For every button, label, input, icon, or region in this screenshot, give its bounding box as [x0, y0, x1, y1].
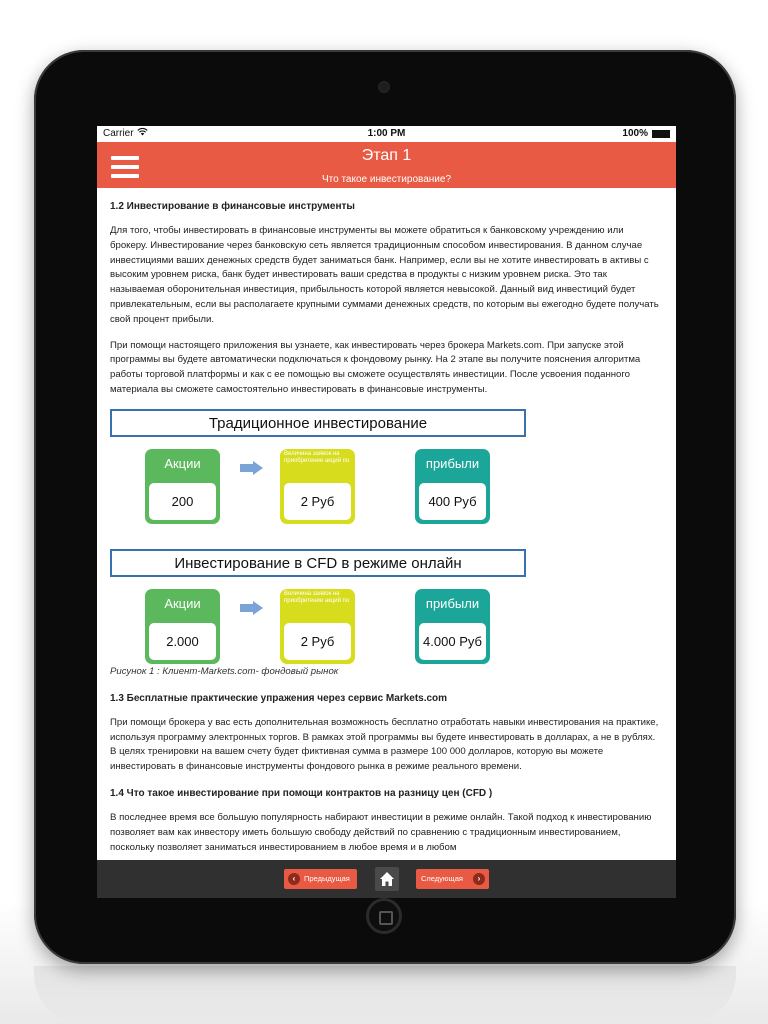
status-bar	[97, 126, 676, 142]
figure-caption: Рисунок 1 : Клиент-Markets.com- фондовый рынок	[110, 665, 339, 677]
paragraph: Для того, чтобы инвестировать в финансовые инструменты вы можете обратиться к банковскому учреждению или брокеру. Инвестирование через банковскую сеть является традиционным способом инвестирования. В данном случае инвестициями ваших денежных средств будет заниматься банк. Например, если вы не хотите инвестировать в активы с высоким уровнем риска, банк будет инвестировать ваши средства в продукты с низким уровнем риска. Это так называемая оборонительная инвестиция, прибыльность которой является невысокой. Данный вид инвестиций будет привлекательным, если вы располагаете крупными суммами денежных средств, по которым вы ежегодно будете получать свой процент прибыли.	[110, 225, 659, 325]
order-card	[280, 589, 355, 664]
order-card	[280, 449, 355, 524]
app-screen	[97, 126, 676, 898]
paragraph: В последнее время все большую популярность набирают инвестиции в режиме онлайн. Такой подход к инвестированию позволяет вам как инвестору иметь большую свободу действий по сравнению с традиционным инвестированием, поскольку позволяет заниматься инвестированием в любое время и в любом	[110, 811, 652, 853]
chevron-right-icon: ›	[473, 873, 485, 885]
battery-percent: 100%	[622, 128, 648, 139]
previous-button[interactable]	[284, 869, 357, 889]
card-label: Акции	[164, 595, 201, 611]
profit-card	[415, 449, 490, 524]
stock-card	[145, 449, 220, 524]
article-content[interactable]	[97, 188, 676, 860]
clock: 1:00 PM	[367, 128, 406, 139]
hardware-home-button[interactable]	[366, 898, 402, 934]
card-value: 4.000 Руб	[419, 623, 486, 660]
section-heading-1-4: 1.4 Что такое инвестирование при помощи контрактов на разницу цен (CFD )	[110, 787, 493, 799]
app-header	[97, 142, 676, 188]
section-heading-1-2: 1.2 Инвестирование в финансовые инструменты	[110, 201, 355, 212]
arrow-right-icon	[240, 461, 266, 475]
page-subtitle: Что такое инвестирование?	[321, 174, 452, 185]
card-value: 2 Руб	[284, 483, 351, 520]
card-label: прибыли	[425, 595, 480, 611]
card-value: 2 Руб	[284, 623, 351, 660]
stock-card	[145, 589, 220, 664]
page-title: Этап 1	[361, 147, 412, 164]
paragraph: При помощи брокера у вас есть дополнительная возможность бесплатно отработать навыки инвестирования на практике, используя программу электронных торгов. В рамках этой программы вы будете инвестировать в долларах, а не в рублях. В целях тренировки на вашем счету будет фиктивная сумма в размере 100 000 долларов, которую вы можете инвестировать в финансовые инструменты фондового рынка в режиме реального времени.	[110, 716, 659, 773]
card-label: Величина заявок на приобретение акций по	[284, 450, 350, 464]
home-icon	[379, 871, 395, 887]
diagram-title-cfd: Инвестирование в CFD в режиме онлайн	[110, 549, 526, 577]
bottom-nav-bar	[97, 860, 676, 898]
card-value: 200	[149, 483, 216, 520]
section-heading-1-3: 1.3 Бесплатные практические упражения через сервис Markets.com	[110, 692, 448, 704]
card-value: 2.000	[149, 623, 216, 660]
tablet-reflection	[34, 966, 736, 1024]
card-value: 400 Руб	[419, 483, 486, 520]
battery-icon	[652, 130, 670, 138]
arrow-right-icon	[240, 601, 266, 615]
paragraph: При помощи настоящего приложения вы узнаете, как инвестировать через брокера Markets.com. При запуске этой программы вы будете автоматически подключаться к фондовому рынку. На 2 этапе вы получите пояснения алгоритма работы торговой платформы и как с ее помощью вы сможете осуществлять инвестиции. После усвоения поданного материала вы сможете самостоятельно инвестировать в финансовые инструменты.	[110, 339, 641, 395]
profit-card	[415, 589, 490, 664]
next-label: Следующая	[421, 874, 463, 883]
card-label: Величина заявок на приобретение акций по	[284, 590, 350, 604]
diagram-title-traditional: Традиционное инвестирование	[110, 409, 526, 437]
camera-icon	[378, 81, 390, 93]
next-button[interactable]	[416, 869, 489, 889]
home-button[interactable]	[375, 867, 399, 891]
investment-diagram	[110, 409, 663, 677]
card-label: прибыли	[425, 455, 480, 471]
carrier-label: Carrier	[103, 128, 134, 139]
previous-label: Предыдущая	[304, 874, 350, 883]
card-label: Акции	[164, 455, 201, 471]
chevron-left-icon: ‹	[288, 873, 300, 885]
